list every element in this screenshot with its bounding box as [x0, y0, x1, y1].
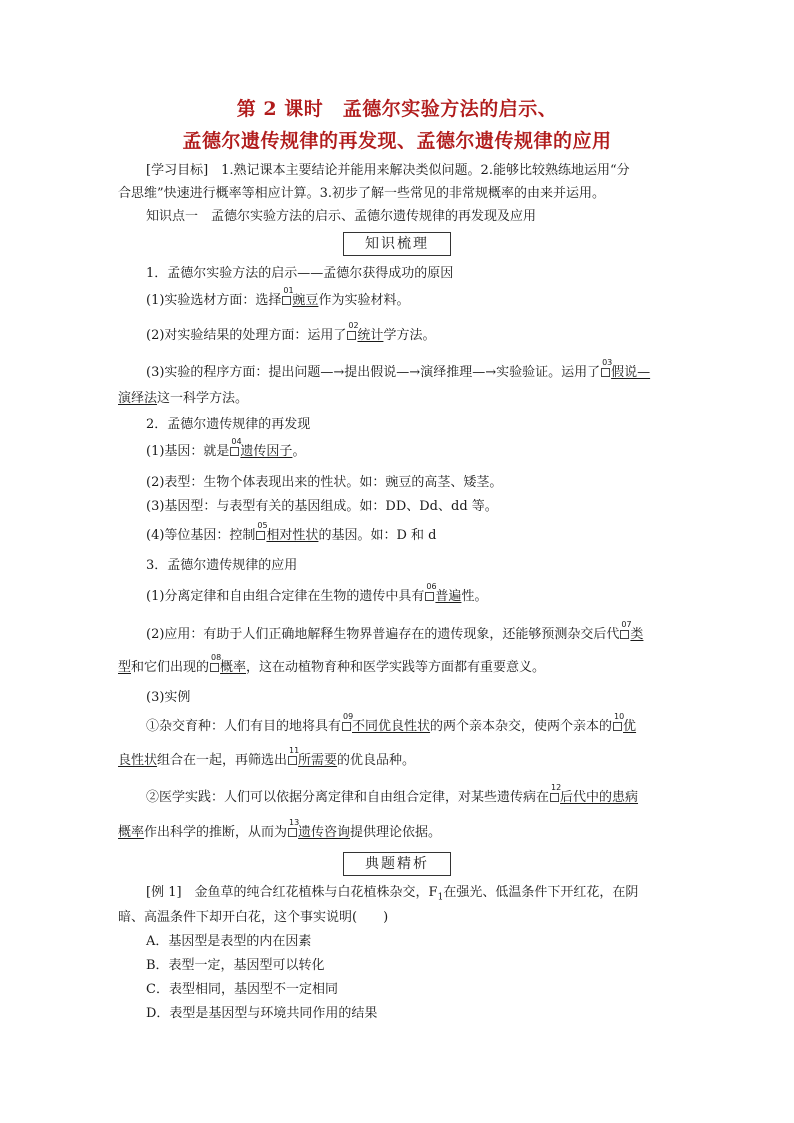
- answer-text: 所需要: [298, 753, 338, 768]
- objectives-line2: 合思维”快速进行概率等相应计算。3.初步了解一些常见的非常规概率的由来并运用。: [118, 186, 606, 201]
- s2-item4: [146, 521, 706, 544]
- text: 作出科学的推断，从而为: [144, 825, 288, 840]
- text: (2)对实验结果的处理方面：运用了: [146, 328, 347, 343]
- answer-marker: [288, 818, 300, 837]
- s3-example-a-cont: [118, 746, 678, 769]
- s1-item3: [146, 358, 706, 381]
- s2-item2: (2)表型：生物个体表现出来的性状。如：豌豆的高茎、矮茎。: [146, 475, 503, 490]
- answer-number: 09: [343, 712, 354, 721]
- answer-marker: [425, 582, 437, 601]
- answer-text: 遗传咨询: [298, 825, 351, 840]
- section-box-example-analysis: 典题精析: [343, 852, 451, 876]
- answer-marker: [256, 521, 268, 540]
- answer-number: 10: [614, 712, 625, 721]
- text: 学方法。: [383, 328, 436, 343]
- text: ②医学实践：人们可以依据分离定律和自由组合定律，对某些遗传病在: [146, 790, 550, 805]
- subscript: 1: [437, 892, 444, 903]
- text: 在强光、低温条件下开红花，在阴: [443, 885, 639, 900]
- answer-marker: [601, 358, 613, 377]
- s3-heading: 3．孟德尔遗传规律的应用: [146, 558, 298, 573]
- answer-text: 豌豆: [292, 293, 319, 308]
- text: 作为实验材料。: [318, 293, 410, 308]
- answer-marker: [342, 712, 354, 731]
- text: 的基因。如：D 和 d: [318, 528, 437, 543]
- answer-number: 05: [257, 521, 268, 530]
- knowledge-point-heading: 知识点一 孟德尔实验方法的启示、孟德尔遗传规律的再发现及应用: [146, 209, 537, 224]
- text: 性。: [461, 589, 488, 604]
- answer-number: 07: [621, 620, 632, 629]
- s3-item2-cont: [118, 653, 678, 676]
- answer-number: 04: [231, 437, 242, 446]
- text: 组合在一起，再筛选出: [157, 753, 288, 768]
- text: ，这在动植物育种和医学实践等方面都有重要意义。: [246, 660, 546, 675]
- answer-text: 类: [630, 627, 644, 642]
- answer-text: 不同优良性状: [352, 719, 431, 734]
- s3-example-a: [146, 712, 706, 735]
- text: (1)分离定律和自由组合定律在生物的遗传中具有: [146, 589, 425, 604]
- s2-item1: [146, 437, 706, 460]
- answer-text: 普遍: [435, 589, 462, 604]
- text: 这一科学方法。: [157, 391, 249, 406]
- s1-item1: [146, 286, 706, 309]
- s3-item1: [146, 582, 706, 605]
- text: [例 1] 金鱼草的纯合红花植株与白花植株杂交，F: [146, 885, 438, 900]
- answer-number: 06: [426, 582, 437, 591]
- answer-text: 假说—: [611, 365, 651, 380]
- answer-text: 演绎法: [118, 391, 158, 406]
- answer-marker: [620, 620, 632, 639]
- answer-marker: [210, 653, 222, 672]
- s1-item2: [146, 321, 706, 344]
- answer-number: 13: [289, 818, 300, 827]
- answer-number: 02: [348, 321, 359, 330]
- s1-heading: 1．孟德尔实验方法的启示——孟德尔获得成功的原因: [146, 266, 454, 281]
- answer-number: 08: [211, 653, 222, 662]
- answer-number: 12: [551, 783, 562, 792]
- answer-number: 01: [283, 286, 294, 295]
- answer-text: 概率: [118, 825, 145, 840]
- s3-example-b: [146, 783, 706, 806]
- text: (1)基因：就是: [146, 444, 230, 459]
- example-option-b: B．表型一定，基因型可以转化: [146, 958, 325, 973]
- s3-example-b-cont: [118, 818, 678, 841]
- objectives-text1: 1.熟记课本主要结论并能用来解决类似问题。2.能够比较熟练地运用“分: [208, 163, 630, 178]
- answer-marker: [230, 437, 242, 456]
- example-option-a: A．基因型是表型的内在因素: [146, 934, 312, 949]
- s3-item3: (3)实例: [146, 690, 191, 705]
- text: 的两个亲本杂交，使两个亲本的: [430, 719, 613, 734]
- example-line2: 暗、高温条件下却开白花，这个事实说明( ): [118, 910, 389, 925]
- answer-text: 统计: [357, 328, 384, 343]
- text: 和它们出现的: [131, 660, 210, 675]
- section-box-knowledge-review: 知识梳理: [343, 232, 451, 256]
- text: (3)实验的程序方面：提出问题—→提出假说—→演绎推理—→实验验证。运用了: [146, 365, 601, 380]
- answer-marker: [613, 712, 625, 731]
- s3-item2: [146, 620, 706, 643]
- answer-text: 遗传因子: [240, 444, 293, 459]
- text: (4)等位基因：控制: [146, 528, 256, 543]
- objectives-line1: [146, 163, 706, 179]
- answer-text: 相对性状: [266, 528, 319, 543]
- answer-text: 后代中的患病: [560, 790, 639, 805]
- text: 。: [292, 444, 306, 459]
- answer-text: 概率: [220, 660, 247, 675]
- s2-heading: 2．孟德尔遗传规律的再发现: [146, 417, 311, 432]
- answer-text: 优: [623, 719, 637, 734]
- answer-marker: [288, 746, 300, 765]
- answer-number: 03: [602, 358, 613, 367]
- answer-marker: [347, 321, 359, 340]
- text: ①杂交育种：人们有目的地将具有: [146, 719, 342, 734]
- text: 的优良品种。: [337, 753, 416, 768]
- s1-item3-cont: [118, 391, 678, 407]
- answer-text: 型: [118, 660, 132, 675]
- example-line1: [146, 885, 706, 906]
- answer-marker: [550, 783, 562, 802]
- text: (1)实验选材方面：选择: [146, 293, 282, 308]
- answer-number: 11: [289, 746, 300, 755]
- example-option-c: C．表型相同，基因型不一定相同: [146, 982, 338, 997]
- text: (2)应用：有助于人们正确地解释生物界普遍存在的遗传现象，还能够预测杂交后代: [146, 627, 620, 642]
- text: 提供理论依据。: [350, 825, 442, 840]
- page-title-line2: 孟德尔遗传规律的再发现、孟德尔遗传规律的应用: [182, 130, 612, 152]
- s2-item3: (3)基因型：与表型有关的基因组成。如：DD、Dd、dd 等。: [146, 499, 498, 514]
- page-title-line1: 第 2 课时 孟德尔实验方法的启示、: [236, 98, 558, 120]
- objectives-label: [学习目标]: [146, 163, 209, 178]
- answer-text: 良性状: [118, 753, 158, 768]
- example-option-d: D．表型是基因型与环境共同作用的结果: [146, 1006, 378, 1021]
- answer-marker: [282, 286, 294, 305]
